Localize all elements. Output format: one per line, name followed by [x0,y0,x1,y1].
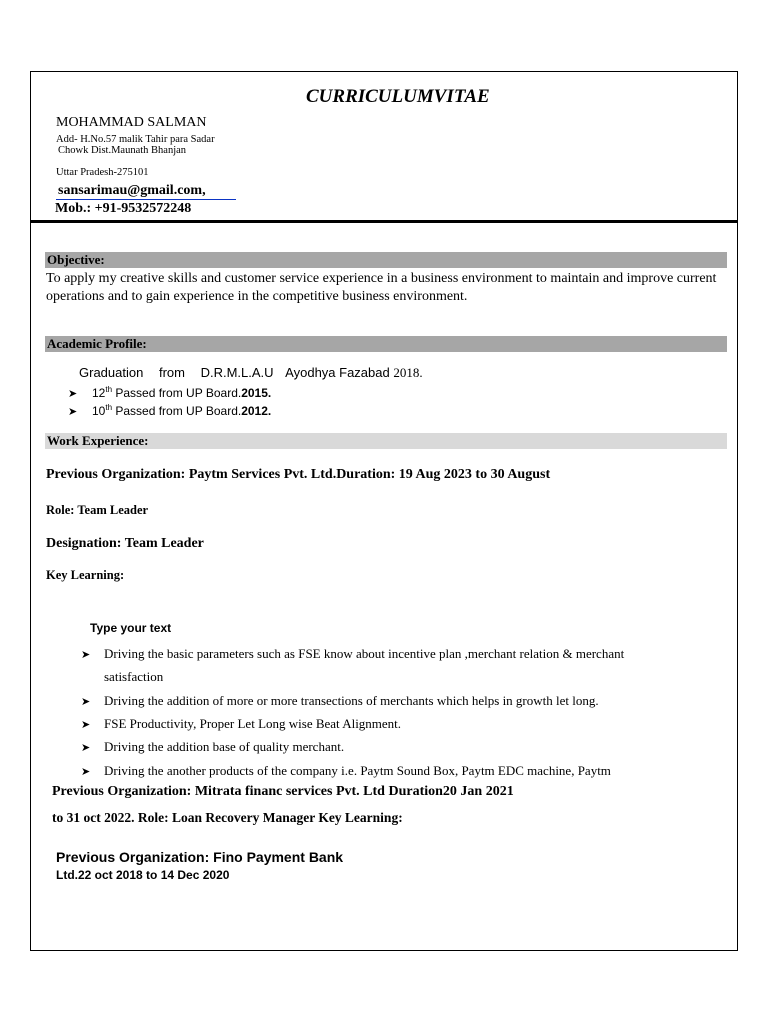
graduation-word: Graduation [79,365,144,380]
graduation-university: D.R.M.L.A.U [200,365,274,380]
designation1-line: Designation: Team Leader [46,536,204,551]
graduation-line [79,365,423,381]
address-line-2: Chowk Dist.Maunath Bhanjan [58,145,187,156]
arrow-bullet-icon: ➤ [81,719,91,731]
work-bar [45,433,727,449]
graduation-location: Ayodhya Fazabad [285,365,390,380]
arrow-bullet-icon: ➤ [81,649,91,661]
work-heading: Work Experience: [47,433,149,448]
learning-item-1: ➤ Driving the basic parameters such as FSE know about incentive plan ,merchant relation & merchant [81,646,625,661]
arrow-bullet-icon: ➤ [81,696,91,708]
learning-item-1-cont: satisfaction [104,669,164,684]
email-link[interactable]: sansarimau@gmail.com, [58,183,206,198]
address-line-3: Uttar Pradesh-275101 [56,167,149,178]
graduation-from: from [158,365,185,380]
learning-item-2: ➤ Driving the addition of more or more transections of merchants which helps in growth let long. [81,693,599,708]
org3-line-1: Previous Organization: Fino Payment Bank [56,849,344,865]
org3-line-2: Ltd.22 oct 2018 to 14 Dec 2020 [56,868,230,882]
type-your-text-placeholder[interactable]: Type your text [90,621,172,635]
academic-item-10th: ➤ 10th Passed from UP Board.2012. [68,403,272,418]
org2-line-1: Previous Organization: Mitrata financ services Pvt. Ltd Duration20 Jan 2021 [52,784,514,799]
objective-heading: Objective: [47,252,105,267]
org1-line: Previous Organization: Paytm Services Pvt. Ltd.Duration: 19 Aug 2023 to 30 August [46,467,551,482]
org2-line-2: to 31 oct 2022. Role: Loan Recovery Manager Key Learning: [52,810,403,825]
resume-page [30,71,738,951]
arrow-bullet-icon: ➤ [68,388,78,400]
learning-item-4: ➤ Driving the addition base of quality merchant. [81,739,345,754]
candidate-name: MOHAMMAD SALMAN [56,115,207,130]
academic-bar [45,336,727,352]
header-divider [31,220,737,223]
arrow-bullet-icon: ➤ [81,766,91,778]
mobile-number: Mob.: +91-9532572248 [55,201,192,216]
academic-heading: Academic Profile: [47,336,147,351]
arrow-bullet-icon: ➤ [81,742,91,754]
email-underline [56,199,236,200]
learning-item-3: ➤ FSE Productivity, Proper Let Long wise Beat Alignment. [81,716,402,731]
role1-line: Role: Team Leader [46,503,149,517]
key-learning-heading: Key Learning: [46,568,125,582]
resume-title: CURRICULUMVITAE [306,86,490,107]
arrow-bullet-icon: ➤ [68,406,78,418]
learning-item-5: ➤ Driving the another products of the company i.e. Paytm Sound Box, Paytm EDC machine, Paytm [81,763,611,778]
objective-text: To apply my creative skills and customer service experience in a business environment to maintain and improve current operations and to gain experience in the competitive business environment. [46,271,717,304]
objective-bar [45,252,727,268]
graduation-year: 2018. [393,365,423,380]
academic-item-12th: ➤ 12th Passed from UP Board.2015. [68,385,272,400]
address-line-1: Add- H.No.57 malik Tahir para Sadar [56,134,215,145]
